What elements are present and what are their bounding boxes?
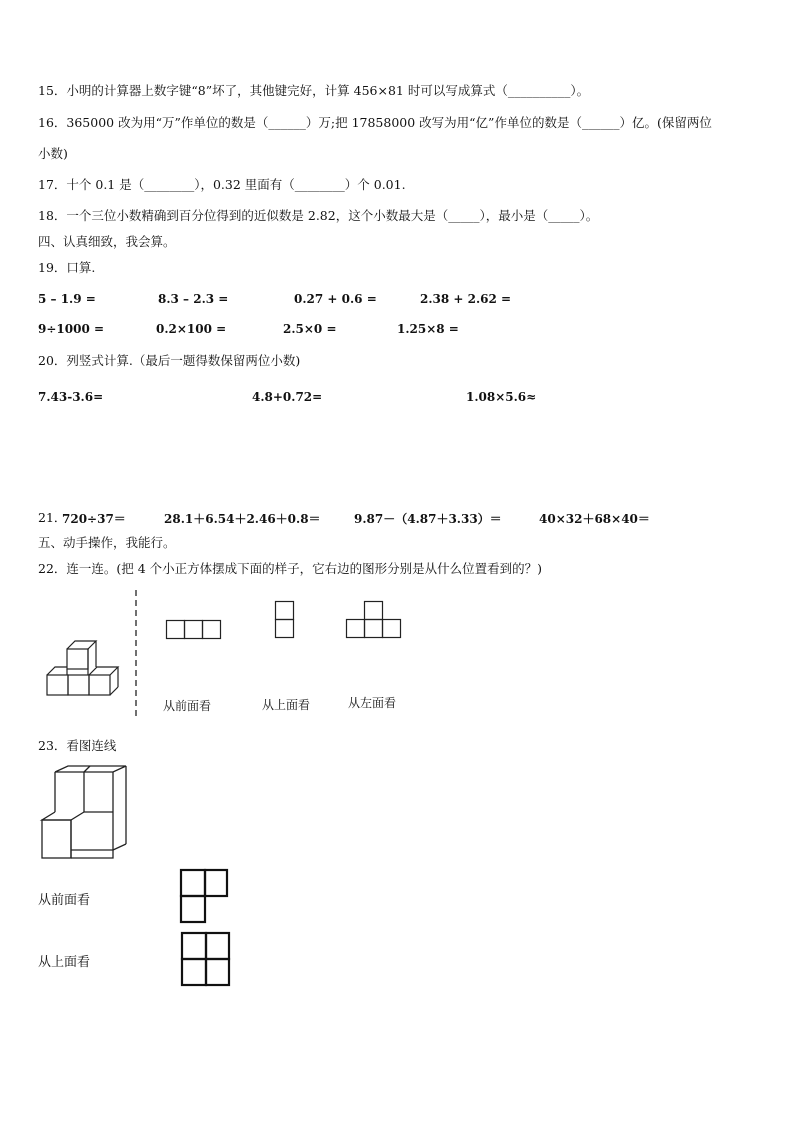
q19-item: 8.3 – 2.3 =	[158, 292, 229, 306]
dashed-divider	[134, 590, 138, 720]
question-18: 18．一个三位小数精确到百分位得到的近似数是 2.82，这个小数最大是（_____），最小是（_____）。	[38, 208, 599, 223]
section-5-heading: 五、动手操作，我能行。	[38, 535, 176, 550]
question-15: 15．小明的计算器上数字键“8”坏了，其他键完好，计算 456×81 时可以写成算式（__________）。	[38, 83, 590, 98]
q19-item: 0.2×100 =	[156, 322, 227, 336]
q23-view-top-shape	[181, 932, 233, 988]
q19-item: 0.27 + 0.6 =	[294, 292, 377, 306]
cube-stack-figure	[44, 628, 144, 698]
stepped-block-figure	[38, 764, 138, 864]
view-shape-vertical-two	[275, 601, 295, 641]
q23-label-top: 从上面看	[38, 955, 91, 970]
q20-item: 7.43-3.6=	[38, 390, 104, 404]
question-19: 19．口算.	[38, 260, 96, 275]
q19-item: 5 – 1.9 =	[38, 292, 96, 306]
question-16-line1: 16．365000 改为用“万”作单位的数是（______）万;把 17858000 改写为用“亿”作单位的数是（______）亿。(保留两位	[38, 115, 712, 130]
view-shape-three-row	[166, 620, 226, 640]
q19-item: 9÷1000 =	[38, 322, 105, 336]
q23-view-front-shape	[180, 869, 232, 925]
question-16-line2: 小数)	[38, 146, 68, 161]
q21-item: 28.1＋6.54＋2.46＋0.8＝	[164, 512, 321, 526]
question-20: 20．列竖式计算.（最后一题得数保留两位小数)	[38, 353, 301, 368]
question-17: 17．十个 0.1 是（________），0.32 里面有（________）个 0.01.	[38, 177, 406, 192]
q19-item: 2.38 + 2.62 =	[420, 292, 512, 306]
q20-item: 1.08×5.6≈	[466, 390, 537, 404]
section-4-heading: 四、认真细致，我会算。	[38, 234, 176, 249]
q20-item: 4.8+0.72=	[252, 390, 323, 404]
q21-item: 40×32＋68×40＝	[539, 512, 650, 526]
q21-item: 720÷37＝	[62, 512, 126, 526]
q22-label-left: 从左面看	[348, 696, 397, 710]
q19-item: 1.25×8 =	[397, 322, 459, 336]
view-shape-t	[346, 601, 406, 641]
question-21-number: 21．	[38, 510, 67, 525]
q19-item: 2.5×0 =	[283, 322, 337, 336]
q23-label-front: 从前面看	[38, 893, 91, 908]
question-23: 23．看图连线	[38, 738, 117, 753]
q22-label-top: 从上面看	[262, 698, 311, 712]
question-22: 22．连一连。(把 4 个小正方体摆成下面的样子，它右边的图形分别是从什么位置看到的？)	[38, 561, 543, 576]
q22-label-front: 从前面看	[163, 699, 212, 713]
q21-item: 9.87－（4.87＋3.33）＝	[354, 512, 502, 526]
